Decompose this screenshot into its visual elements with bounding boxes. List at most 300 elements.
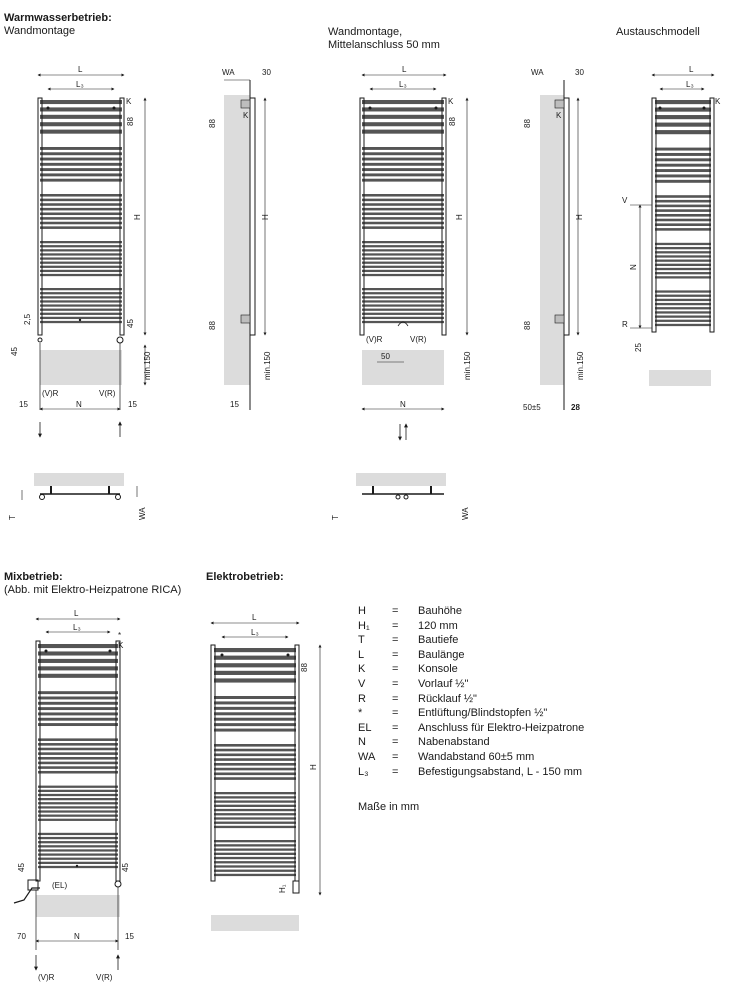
legend-equals: = <box>392 605 399 617</box>
radiator-tube <box>214 809 296 811</box>
radiator-top-view-2 <box>331 473 470 520</box>
dim-45-left: 45 <box>10 347 19 356</box>
label-vr2: V(R) <box>99 389 116 398</box>
dim-30-2: 30 <box>575 68 584 77</box>
radiator-top-view-1 <box>8 473 147 520</box>
radiator-tube <box>655 260 711 262</box>
radiator-tube <box>40 266 122 268</box>
radiator-tube <box>38 771 118 774</box>
radiator-tube <box>38 845 118 847</box>
dim-H-2: H <box>455 214 464 220</box>
radiator-tube <box>655 223 711 226</box>
dim-WA: WA <box>138 507 147 520</box>
radiator-tube <box>655 299 711 301</box>
radiator-tube <box>655 195 711 198</box>
radiator-tube <box>655 307 711 309</box>
radiator-tube <box>38 853 118 855</box>
dim-K-4: K <box>118 641 124 650</box>
dim-L-2: L <box>402 65 407 74</box>
radiator-tube <box>655 243 711 245</box>
radiator-tube <box>362 163 444 166</box>
radiator-tube <box>362 304 444 306</box>
radiator-tube <box>38 712 118 715</box>
radiator-tube <box>40 222 122 225</box>
radiator-tube <box>40 217 122 220</box>
legend-symbol: R <box>358 692 366 705</box>
dim-50: 50 <box>381 352 390 361</box>
legend-symbol: H₁ <box>358 619 370 632</box>
radiator-tube <box>38 659 118 663</box>
radiator-tube <box>214 749 296 752</box>
radiator-tube <box>40 147 122 150</box>
dim-2-5: 2,5 <box>23 313 32 325</box>
dim-WA-2: WA <box>461 507 470 520</box>
radiator-tube <box>38 819 118 821</box>
austausch-title: Austauschmodell <box>616 26 700 38</box>
radiator-tube <box>214 648 296 652</box>
dim-N-3: N <box>629 264 638 270</box>
radiator-tube <box>38 790 118 792</box>
radiator-tube <box>40 245 122 247</box>
radiator-tube <box>214 701 296 704</box>
radiator-tube <box>655 255 711 257</box>
radiator-tube <box>38 849 118 851</box>
dim-H-5: H <box>309 764 318 770</box>
radiator-tube <box>655 100 711 104</box>
dim-H: H <box>133 214 142 220</box>
dim-88: 88 <box>126 117 135 126</box>
radiator-front-mittelanschluss <box>360 65 472 440</box>
valve-icon <box>38 338 42 342</box>
radiator-tube <box>214 840 296 842</box>
radiator-tube <box>40 107 122 111</box>
warmwasser-subtitle: Wandmontage <box>4 25 76 37</box>
wall-floor <box>40 350 122 385</box>
dim-L-3: L <box>689 65 694 74</box>
radiator-tube <box>655 268 711 270</box>
dim-min150-side: min.150 <box>263 351 272 380</box>
dim-L3-5: L₃ <box>251 628 259 637</box>
legend-symbol: WA <box>358 750 376 763</box>
dim-K-3: K <box>715 97 721 106</box>
radiator-tube <box>38 766 118 769</box>
radiator-tube <box>362 257 444 259</box>
radiator-tube <box>362 241 444 243</box>
dim-15-side: 15 <box>230 400 239 409</box>
dim-N: N <box>76 400 82 409</box>
dim-T-2: T <box>331 515 340 520</box>
radiator-tube <box>655 205 711 208</box>
radiator-tube <box>38 752 118 755</box>
radiator-tube <box>214 874 296 876</box>
radiator-tube <box>40 317 122 319</box>
radiator-tube <box>38 691 118 694</box>
radiator-tube <box>40 179 122 182</box>
warmwasser-title: Warmwasserbetrieb: <box>4 12 112 24</box>
legend-equals: = <box>392 663 399 676</box>
radiator-tube <box>38 806 118 808</box>
radiator-tube <box>655 320 711 322</box>
radiator-tube <box>38 674 118 678</box>
radiator-tube <box>40 203 122 206</box>
radiator-tube <box>214 663 296 667</box>
radiator-tube <box>214 848 296 850</box>
radiator-tube <box>362 217 444 220</box>
dim-45-mix-left: 45 <box>17 863 26 872</box>
radiator-tube <box>655 180 711 183</box>
legend-equals: = <box>392 750 399 763</box>
dim-L3: L₃ <box>76 80 84 89</box>
radiator-tube <box>214 768 296 771</box>
radiator-front-elektrobetrieb <box>211 613 320 931</box>
dim-50pm5: 50±5 <box>523 403 541 412</box>
legend-description: Vorlauf ½" <box>418 677 469 690</box>
radiator-tube <box>362 313 444 315</box>
radiator-tube <box>38 858 118 860</box>
radiator-tube <box>655 251 711 253</box>
radiator-tube <box>655 228 711 231</box>
legend-equals: = <box>392 736 399 749</box>
radiator-tube <box>40 115 122 119</box>
legend-description: Wandabstand 60±5 mm <box>418 750 535 763</box>
legend-note: Maße in mm <box>358 801 420 813</box>
radiator-tube <box>655 174 711 177</box>
radiator-tube <box>38 651 118 655</box>
radiator-tube <box>362 147 444 150</box>
radiator-tube <box>214 796 296 798</box>
bracket-dot <box>47 107 50 110</box>
radiator-tube <box>362 222 444 225</box>
mix-title: Mixbetrieb: <box>4 571 63 583</box>
radiator-tube <box>362 249 444 251</box>
radiator-tube <box>362 179 444 182</box>
radiator-tube <box>40 309 122 311</box>
mix-subtitle: (Abb. mit Elektro-Heizpatrone RICA) <box>4 584 182 596</box>
radiator-tube <box>38 738 118 741</box>
radiator-tube <box>40 241 122 243</box>
radiator-tube <box>40 130 122 134</box>
radiator-tube <box>38 815 118 817</box>
label-vr2-2: V(R) <box>410 335 427 344</box>
radiator-tube <box>362 158 444 161</box>
radiator-tube <box>38 757 118 760</box>
radiator-tube <box>362 317 444 319</box>
legend-equals: = <box>392 634 399 647</box>
label-EL: (EL) <box>52 881 68 890</box>
dim-K-side-2: K <box>556 111 562 120</box>
radiator-tube <box>40 163 122 166</box>
valve-icon <box>117 337 123 343</box>
radiator-tube <box>38 786 118 788</box>
radiator-tube <box>40 158 122 161</box>
dim-L-5: L <box>252 613 257 622</box>
dim-T: T <box>8 515 17 520</box>
radiator-tube <box>362 226 444 229</box>
radiator-tube <box>362 130 444 134</box>
radiator-tube <box>40 304 122 306</box>
radiator-tube <box>40 262 122 264</box>
legend-symbol: * <box>358 707 363 720</box>
legend-symbol: K <box>358 663 366 676</box>
radiator-tube <box>214 805 296 807</box>
radiator-tube <box>214 707 296 710</box>
dim-88-5: 88 <box>300 663 309 672</box>
radiator-tube <box>40 208 122 211</box>
radiator-tube <box>214 853 296 855</box>
radiator-tube <box>40 257 122 259</box>
radiator-tube <box>655 264 711 266</box>
bracket-dot <box>79 319 81 321</box>
legend-equals: = <box>392 648 399 661</box>
radiator-tube <box>214 678 296 682</box>
dim-H1: H₁ <box>278 884 287 893</box>
radiator-side-view-1 <box>208 68 272 410</box>
legend-description: Konsole <box>418 663 458 676</box>
legend-symbol: L₃ <box>358 765 369 778</box>
radiator-tube <box>655 214 711 217</box>
legend-description: 120 mm <box>418 619 458 632</box>
dim-L3-4: L₃ <box>73 623 81 632</box>
radiator-tube <box>40 100 122 104</box>
legend-equals: = <box>392 721 399 734</box>
radiator-tube <box>362 262 444 264</box>
radiator-tube <box>655 200 711 203</box>
radiator-tube <box>655 169 711 172</box>
radiator-tube <box>655 219 711 222</box>
legend-equals: = <box>392 765 399 778</box>
radiator-tube <box>214 792 296 794</box>
dim-star: * <box>118 631 122 640</box>
elektro-title: Elektrobetrieb: <box>206 571 284 583</box>
radiator-tube <box>214 817 296 819</box>
radiator-tube <box>40 213 122 216</box>
dim-45: 45 <box>126 319 135 328</box>
radiator-tube <box>362 309 444 311</box>
radiator-tube <box>38 794 118 796</box>
radiator-tube <box>655 272 711 274</box>
radiator-tube <box>362 122 444 126</box>
radiator-tube <box>362 203 444 206</box>
dim-L: L <box>78 65 83 74</box>
radiator-tube <box>214 813 296 815</box>
legend-symbol: L <box>358 648 365 661</box>
radiator-tube <box>40 173 122 176</box>
radiator-tube <box>362 270 444 272</box>
radiator-tube <box>655 324 711 326</box>
radiator-tube <box>362 296 444 298</box>
dim-K: K <box>126 97 132 106</box>
radiator-tube <box>655 130 711 134</box>
radiator-tube <box>38 666 118 670</box>
dim-15-left: 15 <box>19 400 28 409</box>
radiator-bars <box>655 100 711 326</box>
dim-25: 25 <box>634 343 643 352</box>
radiator-tube <box>214 861 296 863</box>
radiator-tube <box>38 697 118 700</box>
radiator-tube <box>362 194 444 197</box>
radiator-tube <box>362 107 444 111</box>
radiator-tube <box>362 213 444 216</box>
dim-70: 70 <box>17 932 26 941</box>
radiator-tube <box>362 199 444 202</box>
radiator-tube <box>214 723 296 726</box>
dim-WA-side-2: WA <box>531 68 544 77</box>
radiator-tube <box>214 777 296 780</box>
radiator-tube <box>214 800 296 802</box>
radiator-bars <box>38 644 118 868</box>
dim-N-4: N <box>74 932 80 941</box>
label-vr-mix: (V)R <box>38 973 55 982</box>
bracket-dot <box>113 107 116 110</box>
radiator-bars <box>40 100 122 323</box>
radiator-tube <box>214 763 296 766</box>
radiator-tube <box>655 148 711 151</box>
radiator-tube <box>38 644 118 648</box>
mittel-title: Wandmontage, <box>328 26 403 38</box>
radiator-tube <box>655 315 711 317</box>
radiator-tube <box>362 292 444 294</box>
radiator-front-warmwasser <box>10 65 152 437</box>
radiator-tube <box>362 288 444 290</box>
radiator-tube <box>38 833 118 835</box>
radiator-tube <box>40 168 122 171</box>
legend-description: Nabenabstand <box>418 736 490 749</box>
legend-equals: = <box>392 692 399 705</box>
dim-88-2: 88 <box>448 117 457 126</box>
radiator-tube <box>38 837 118 839</box>
radiator-tube <box>40 122 122 126</box>
dim-K-side: K <box>243 111 249 120</box>
radiator-tube <box>214 758 296 761</box>
dim-WA-side: WA <box>222 68 235 77</box>
radiator-tube <box>40 296 122 298</box>
radiator-tube <box>362 152 444 155</box>
radiator-side-view-2 <box>523 68 585 412</box>
radiator-tube <box>38 862 118 864</box>
legend-symbol: V <box>358 677 366 690</box>
dim-L3-3: L₃ <box>686 80 694 89</box>
legend-symbol: EL <box>358 721 372 734</box>
radiator-tube <box>214 844 296 846</box>
legend-equals: = <box>392 619 399 632</box>
radiator-tube <box>40 253 122 255</box>
radiator-tube <box>362 173 444 176</box>
radiator-tube <box>655 209 711 212</box>
radiator-tube <box>362 266 444 268</box>
radiator-tube <box>38 802 118 804</box>
radiator-tube <box>362 115 444 119</box>
legend-description: Bautiefe <box>418 634 459 647</box>
radiator-tube <box>214 718 296 721</box>
legend-description: Anschluss für Elektro-Heizpatrone <box>418 721 585 734</box>
dim-15-right: 15 <box>128 400 137 409</box>
radiator-tube <box>38 723 118 726</box>
dim-min150-2: min.150 <box>463 351 472 380</box>
radiator-tube <box>40 226 122 229</box>
legend-symbol: H <box>358 605 366 617</box>
radiator-tube <box>40 194 122 197</box>
radiator-tube <box>362 100 444 104</box>
radiator-tube <box>38 718 118 721</box>
radiator-tube <box>214 826 296 828</box>
radiator-tube <box>655 158 711 161</box>
dim-min150-side-2: min.150 <box>576 351 585 380</box>
radiator-tube <box>655 303 711 305</box>
legend-description: Entlüftung/Blindstopfen ½" <box>418 707 548 720</box>
legend-description: Baulänge <box>418 648 465 661</box>
dim-30: 30 <box>262 68 271 77</box>
radiator-tube <box>655 153 711 156</box>
radiator-tube <box>38 748 118 751</box>
radiator-tube <box>40 292 122 294</box>
radiator-tube <box>40 199 122 202</box>
legend-symbol: T <box>358 634 365 647</box>
radiator-tube <box>214 754 296 757</box>
radiator-tube <box>214 656 296 660</box>
legend-equals: = <box>392 707 399 720</box>
radiator-tube <box>214 671 296 675</box>
radiator-tube <box>655 276 711 278</box>
radiator-tube <box>655 290 711 292</box>
label-vr-2: (V)R <box>366 335 383 344</box>
radiator-front-mixbetrieb <box>14 609 134 982</box>
dim-H-side-2: H <box>575 214 584 220</box>
radiator-tube <box>214 857 296 859</box>
radiator-tube <box>38 707 118 710</box>
radiator-tube <box>655 311 711 313</box>
radiator-bars <box>362 100 444 323</box>
radiator-tube <box>655 115 711 119</box>
legend-description: Befestigungsabstand, L - 150 mm <box>418 765 583 778</box>
radiator-tube <box>214 744 296 747</box>
radiator-tube <box>40 152 122 155</box>
dim-88-side: 88 <box>208 119 217 128</box>
dim-min150: min.150 <box>143 351 152 380</box>
dim-88-side-2: 88 <box>523 119 532 128</box>
dim-15-mix: 15 <box>125 932 134 941</box>
radiator-tube <box>40 300 122 302</box>
label-vr: (V)R <box>42 389 59 398</box>
radiator-tube <box>655 247 711 249</box>
radiator-tube <box>40 274 122 276</box>
dim-H-side: H <box>261 214 270 220</box>
radiator-tube <box>362 253 444 255</box>
dim-N-2: N <box>400 400 406 409</box>
radiator-bars <box>214 648 296 876</box>
dim-88-side-bottom: 88 <box>208 321 217 330</box>
radiator-tube <box>214 773 296 776</box>
dim-K-2: K <box>448 97 454 106</box>
radiator-tube <box>38 762 118 765</box>
legend-description: Rücklauf ½" <box>418 692 477 705</box>
dim-45-mix-right: 45 <box>121 863 130 872</box>
dim-L3-2: L₃ <box>399 80 407 89</box>
radiator-tube <box>655 295 711 297</box>
radiator-tube <box>38 810 118 812</box>
legend-equals: = <box>392 677 399 690</box>
radiator-tube <box>38 841 118 843</box>
radiator-tube <box>214 865 296 867</box>
legend-symbol: N <box>358 736 366 749</box>
radiator-tube <box>38 702 118 705</box>
radiator-tube <box>362 274 444 276</box>
radiator-tube <box>38 798 118 800</box>
label-vr2-mix: V(R) <box>96 973 113 982</box>
radiator-tube <box>214 696 296 699</box>
radiator-tube <box>40 313 122 315</box>
radiator-tube <box>214 822 296 824</box>
radiator-tube <box>40 270 122 272</box>
